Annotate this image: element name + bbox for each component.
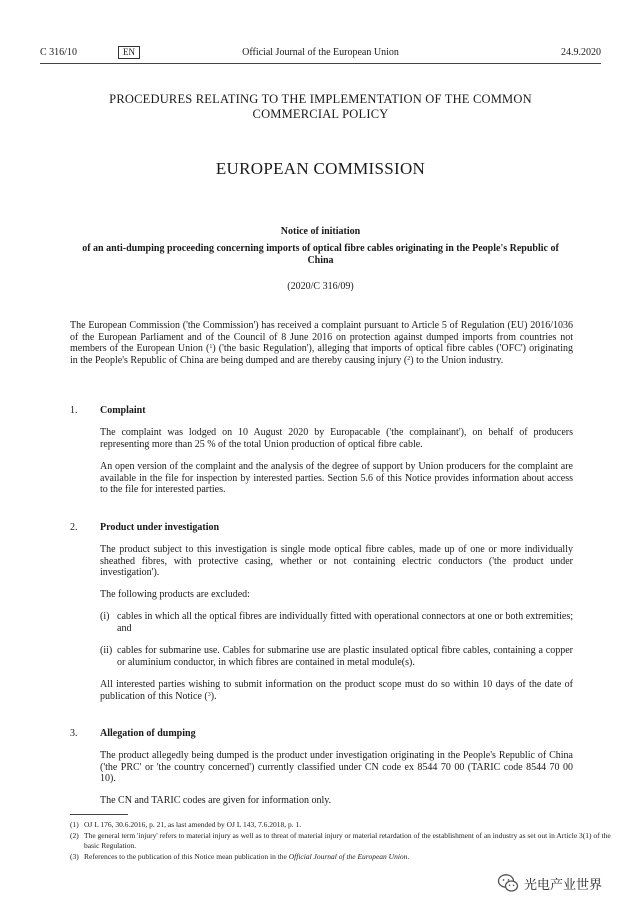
- section-3-title: Allegation of dumping: [100, 728, 196, 739]
- notice-reference: (2020/C 316/09): [287, 281, 354, 292]
- footnote-divider: [70, 814, 128, 815]
- footnote-3: (3) References to the publication of this Notice mean publication in the Official Journal of the European Union.: [70, 852, 410, 861]
- header-date: 24.9.2020: [561, 47, 601, 58]
- page-header: [40, 47, 601, 61]
- section-3-paragraph-2: The CN and TARIC codes are given for information only.: [100, 795, 332, 806]
- section-1-paragraph-2: An open version of the complaint and the analysis of the degree of support by Union producers for the complaint are available in the file for inspection by interested parties. Section 5.6 of this Notice provides information about access to the file for interested parties.: [100, 461, 573, 495]
- section-1-title: Complaint: [100, 405, 146, 416]
- section-2-number: 2.: [70, 522, 78, 533]
- footnote-2: (2) The general term 'injury' refers to material injury as well as to threat of material injury or material retardation of the establishment of an industry as set out in Article 3(1) of the basic Regulation.: [70, 831, 611, 850]
- section-2-paragraph-3: All interested parties wishing to submit information on the product scope must do so within 10 days of the date of publication of this Notice ($^3$).: [100, 679, 573, 702]
- exclusion-item-1-text: cables in which all the optical fibres are individually fitted with operational connectors at one or both extremities; and: [117, 611, 573, 634]
- section-2-paragraph-2: The following products are excluded:: [100, 589, 250, 600]
- section-2-title: Product under investigation: [100, 522, 220, 533]
- exclusion-item-2: [100, 645, 573, 668]
- footnote-1: (1) OJ L 176, 30.6.2016, p. 21, as last amended by OJ L 143, 7.6.2018, p. 1.: [70, 820, 302, 829]
- procedures-heading: PROCEDURES RELATING TO THE IMPLEMENTATION OF THE COMMON COMMERCIAL POLICY: [109, 92, 532, 121]
- footnote-ref-1: 1: [209, 344, 213, 350]
- section-1-number: 1.: [70, 405, 78, 416]
- section-3-paragraph-1: The product allegedly being dumped is the product under investigation originating in the People's Republic of China ('the PRC' or 'the country concerned') currently classified under CN code ex 8544 70 00 (TARIC code 8544 70 00 10).: [100, 750, 573, 784]
- language-badge: EN: [118, 46, 140, 59]
- exclusion-item-1-marker: (i): [100, 611, 110, 622]
- section-2-paragraph-1: The product subject to this investigation is single mode optical fibre cables, made up of one or more individually sheathed fibres, with protective casing, whether or not containing electric conductors ('the product under investigation').: [100, 544, 573, 578]
- footnote-ref-3: 3: [207, 691, 211, 698]
- notice-title: Notice of initiation: [280, 226, 361, 237]
- wechat-icon: [497, 872, 519, 894]
- exclusion-item-1: [100, 611, 573, 634]
- exclusion-item-2-marker: (ii): [100, 645, 113, 656]
- footnote-ref-2: 2: [407, 355, 411, 362]
- institution-heading: EUROPEAN COMMISSION: [215, 159, 426, 178]
- header-divider: [40, 63, 601, 64]
- intro-paragraph: The European Commission ('the Commission') has received a complaint pursuant to Article 5 of Regulation (EU) 2016/1036 of the European Parliament and of the Council of 8 June 2016 on protection against dumped imports from countries not members of the European Union ($^1$) ('the basic Regulation'), alleging that imports of optical fibre cables ('OFC') originating in the People's Republic of China are being dumped and are thereby causing injury ($^2$) to the Union industry.: [70, 320, 573, 366]
- section-1-paragraph-1: The complaint was lodged on 10 August 2020 by Europacable ('the complainant'), on behalf of producers representing more than 25 % of the total Union production of optical fibre cable.: [100, 427, 573, 450]
- exclusion-item-2-text: cables for submarine use. Cables for submarine use are plastic insulated optical fibre cables, containing a copper or aluminium conductor, in which fibres are contained in metal module(s).: [117, 645, 573, 668]
- header-journal-title: Official Journal of the European Union: [242, 47, 399, 58]
- notice-subtitle: of an anti-dumping proceeding concerning imports of optical fibre cables originating in the People's Republic of China: [82, 243, 559, 266]
- watermark-text: 光电产业世界: [524, 878, 603, 893]
- header-reference: C 316/10: [40, 47, 77, 58]
- section-3-number: 3.: [70, 728, 78, 739]
